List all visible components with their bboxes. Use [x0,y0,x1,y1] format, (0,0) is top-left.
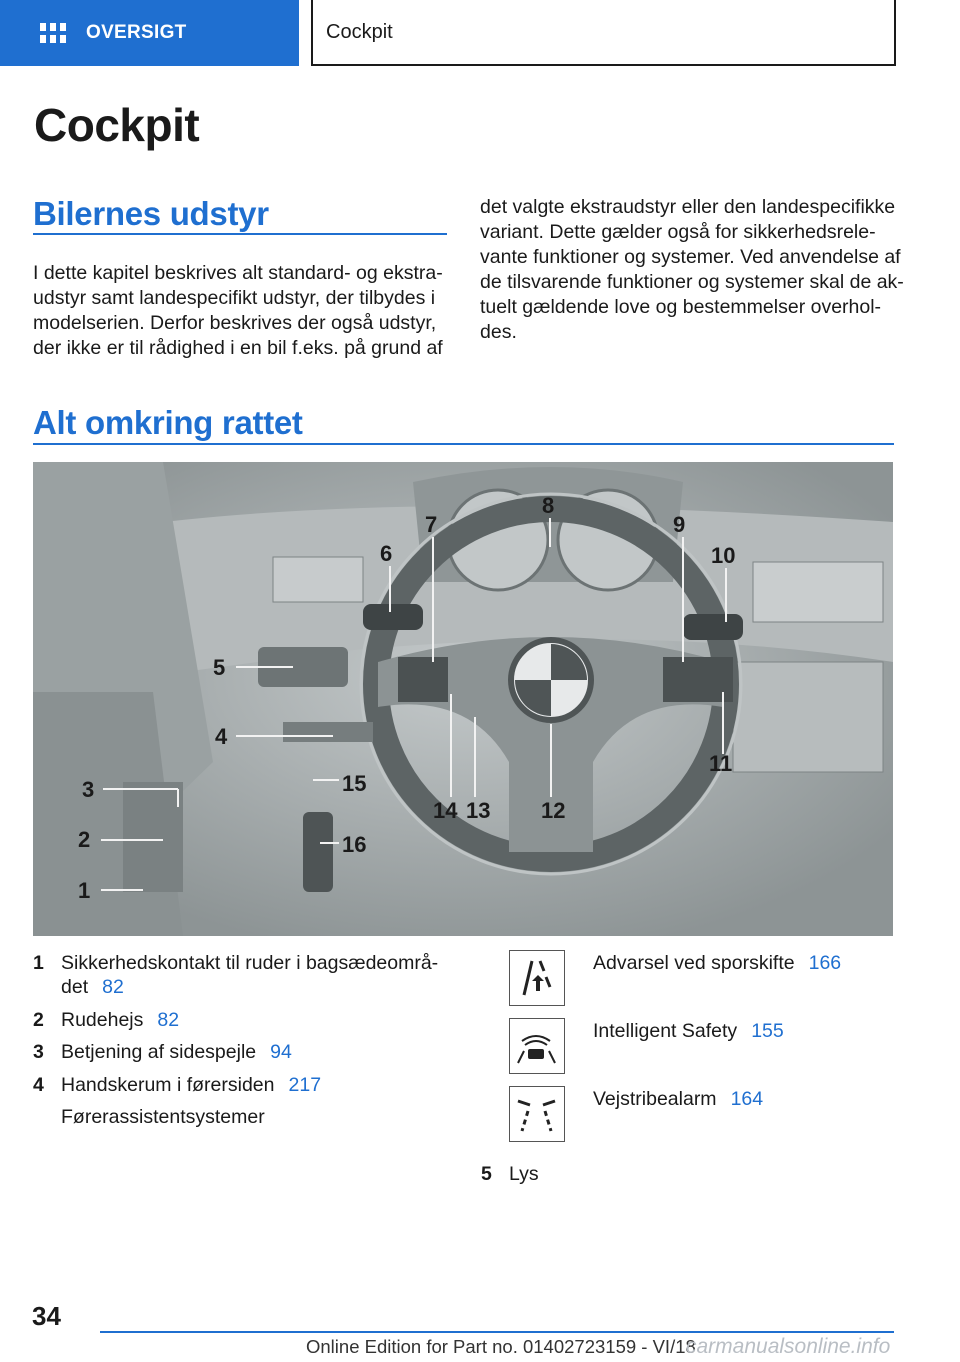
equipment-paragraph-col1 [33,261,443,361]
legend-label: Advarsel ved sporskifte [593,952,795,974]
text-line: vante funktioner og systemer. Ved anvendelse af [480,246,901,268]
intelligent-safety-icon [509,1018,565,1074]
section-tab-overview[interactable] [0,0,299,66]
text-line: de tilsvarende funktioner og systemer skal de ak- [480,271,904,293]
page-ref-link[interactable]: 82 [157,1009,180,1031]
legend-text-line: det [61,976,89,998]
legend-item-1 [33,951,453,999]
cockpit-drawing [33,462,893,936]
callout-8: 8 [542,493,555,518]
callout-14: 14 [433,798,458,823]
legend-item-2 [33,1008,453,1032]
legend-item-driver-assistance [33,1105,453,1129]
page-header [0,0,960,66]
chapter-tab-label: Cockpit [326,20,393,43]
text-line: tuelt gældende love og bestemmelser overhol- [480,296,882,318]
watermark: carmanualsonline.info [686,1335,891,1358]
page-ref-link[interactable]: 82 [102,976,124,998]
heading-rule [33,443,894,445]
page-title: Cockpit [34,99,200,151]
page-ref-link[interactable]: 217 [288,1074,322,1096]
legend-number: 5 [481,1163,492,1185]
callout-2: 2 [78,827,91,852]
legend-number: 2 [33,1009,44,1031]
text-line: det valgte ekstraudstyr eller den landespecifikke [480,196,896,218]
callout-12: 12 [541,798,566,823]
text-line: variant. Dette gælder også for sikkerhedsrele- [480,221,876,243]
legend-item-lane-departure [593,1087,893,1111]
legend-number: 3 [33,1041,44,1063]
page-ref-link[interactable]: 94 [270,1041,292,1063]
lane-departure-warning-icon [509,1086,565,1142]
callout-9: 9 [673,512,686,537]
legend-item-intelligent-safety [593,1019,893,1043]
legend-item-lane-change [593,951,893,975]
heading-rule [33,233,447,235]
text-line: I dette kapitel beskrives alt standard- og ekstra- [33,262,443,284]
legend-item-4 [33,1073,453,1097]
callout-7: 7 [425,512,438,537]
legend-label: Førerassistentsystemer [61,1106,265,1128]
legend-text [61,951,438,999]
section-tab-label: OVERSIGT [86,22,187,43]
legend-label: Lys [509,1163,539,1185]
legend-number: 1 [33,952,44,974]
text-line: modelserien. Derfor beskrives der også udstyr, [33,312,437,334]
text-line: der ikke er til rådighed i en bil f.eks. på grund af [33,337,443,359]
callout-13: 13 [466,798,491,823]
heading-equipment: Bilernes udstyr [33,195,269,232]
legend-text [61,1040,292,1064]
callout-16: 16 [342,832,367,857]
grid-menu-icon [40,22,66,44]
page-ref-link[interactable]: 164 [730,1088,764,1110]
footer-edition: Online Edition for Part no. 01402723159 - VI/18 [306,1336,696,1357]
legend-text [61,1008,179,1032]
page-ref-link[interactable]: 155 [751,1020,784,1042]
legend-text-line: Sikkerhedskontakt til ruder i bagsædeområ- [61,952,439,974]
callout-1: 1 [78,878,91,903]
page-ref-link[interactable]: 166 [808,952,842,974]
lane-change-warning-icon [509,950,565,1006]
legend-label: Handskerum i førersiden [61,1074,275,1096]
legend-label: Rudehejs [61,1009,144,1031]
legend-label: Vejstribealarm [593,1088,717,1110]
legend-item-5 [481,1162,781,1186]
legend-number: 4 [33,1074,44,1096]
callout-10: 10 [711,543,736,568]
chapter-tab[interactable] [311,0,896,66]
legend-label: Betjening af sidespejle [61,1041,257,1063]
callout-5: 5 [213,655,226,680]
page-number: 34 [32,1301,61,1331]
footer-rule [100,1331,894,1333]
callout-3: 3 [82,777,95,802]
legend-item-3 [33,1040,453,1064]
heading-steering: Alt omkring rattet [33,404,303,441]
callout-4: 4 [215,724,228,749]
callout-11: 11 [709,751,733,776]
callout-15: 15 [342,771,367,796]
legend-text [61,1073,321,1097]
text-line: udstyr samt landespecifikt udstyr, der tilbydes i [33,287,436,309]
equipment-paragraph-col2 [480,195,904,345]
legend-label: Intelligent Safety [593,1020,738,1042]
cockpit-illustration [33,462,893,936]
callout-6: 6 [380,541,393,566]
text-line: des. [480,321,517,343]
